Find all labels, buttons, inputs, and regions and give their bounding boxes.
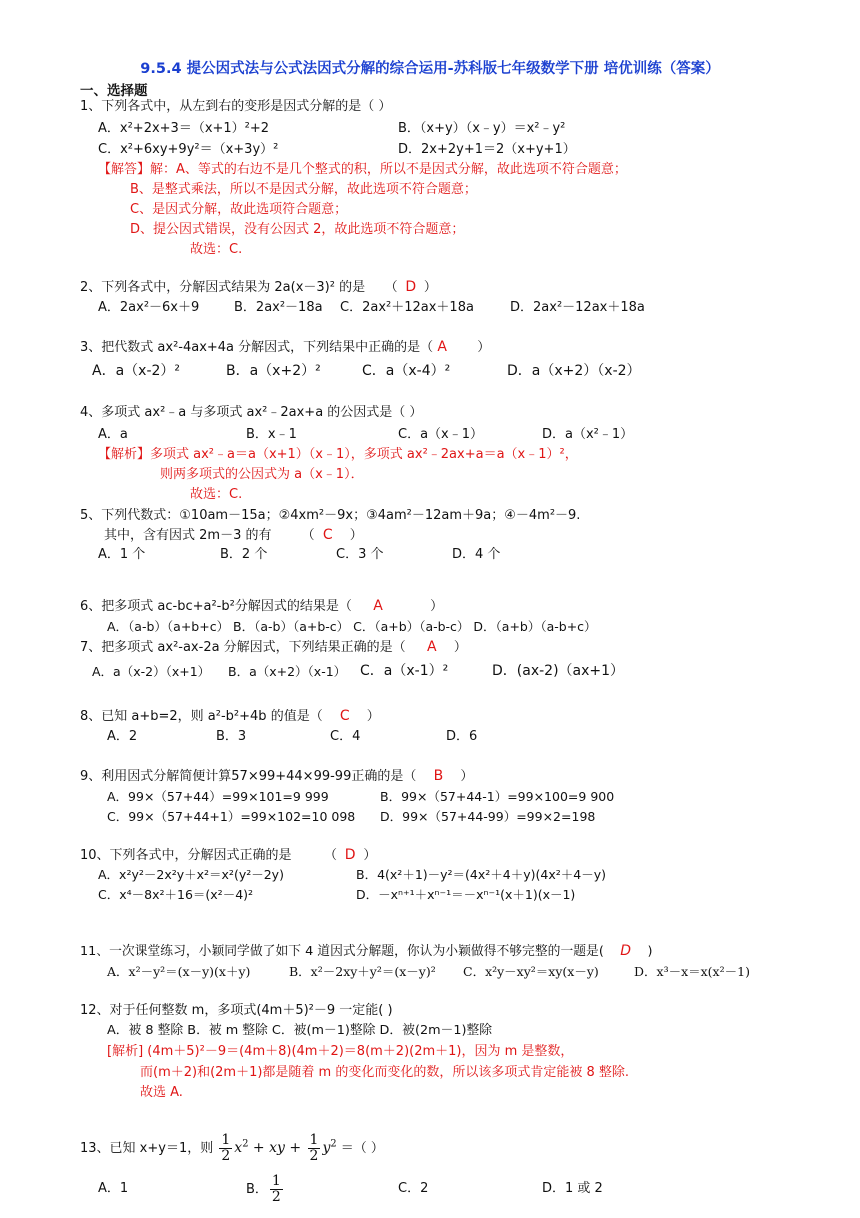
q3-option-c: C．a（x-4）² xyxy=(362,363,451,379)
q5-option-b: B．2 个 xyxy=(220,547,268,562)
q4-solution-line-2: 则两多项式的公因式为 a（x﹣1）． xyxy=(160,467,364,482)
q1-option-c: C．x²+6xy+9y²＝（x+3y）² xyxy=(98,142,279,157)
q4-solution-line-3: 故选：C. xyxy=(190,487,243,502)
q5-stem-text: 其中，含有因式 2m－3 的有 xyxy=(104,528,272,543)
q9-option-a: A．99×（57+44）=99×101=9 999 xyxy=(107,789,329,804)
q10-stem-text: 10、下列各式中，分解因式正确的是 xyxy=(80,848,292,863)
q1-solution-line-5: 故选：C. xyxy=(190,242,243,257)
q4-option-a: A．a xyxy=(98,427,128,442)
q9-stem-close: ） xyxy=(460,769,474,784)
q1-solution-tag: 【解答】 xyxy=(98,162,151,177)
q2-option-c: C．2ax²＋12ax＋18a xyxy=(340,300,474,315)
q10-option-a: A．x²y²－2x²y＋x²＝x²(y²－2y) xyxy=(98,867,284,882)
q11-option-d: D．x³－x＝x(x²－1) xyxy=(634,964,750,979)
question-2-stem: 2、下列各式中，分解因式结果为 2a(x－3)² 的是 （ D ） xyxy=(80,279,437,295)
q9-option-d: D．99×（57+44-99）=99×2=198 xyxy=(380,809,596,824)
q13-frac2-den: 2 xyxy=(309,1148,319,1164)
q13-fraction-2 xyxy=(308,1133,321,1164)
q7-option-d: D．(ax-2)（ax+1） xyxy=(492,663,625,679)
q7-option-a: A．a（x-2）（x+1） xyxy=(92,664,211,679)
q4-solution-tag: 【解析】 xyxy=(98,447,151,462)
q3-option-b: B．a（x+2）² xyxy=(226,363,321,379)
q1-solution-line-2: B、是整式乘法，所以不是因式分解，故此选项不符合题意； xyxy=(130,182,477,197)
q3-option-a: A．a（x-2）² xyxy=(92,363,181,379)
q10-option-c: C．x⁴－8x²＋16＝(x²－4)² xyxy=(98,887,254,902)
q2-option-d: D．2ax²－12ax＋18a xyxy=(510,300,645,315)
q12-solution-line-2: 而(m＋2)和(2m＋1)都是随着 m 的变化而变化的数，所以该多项式肯定能被 8 整除. xyxy=(140,1065,630,1080)
question-4-stem: 4、多项式 ax²﹣a 与多项式 ax²﹣2ax+a 的公因式是（ ） xyxy=(80,405,423,420)
q6-stem-close: ） xyxy=(430,599,444,614)
q13-option-a: A．1 xyxy=(98,1181,129,1196)
page-title: 9.5.4 提公因式法与公式法因式分解的综合运用-苏科版七年级数学下册 培优训练（答案） xyxy=(140,61,720,77)
q1-solution-text-1: 解：A、等式的右边不是几个整式的积，所以不是因式分解，故此选项不符合题意； xyxy=(150,162,627,177)
question-6-stem xyxy=(80,597,443,616)
q12-solution-line-3: 故选 A. xyxy=(140,1085,183,1100)
q3-stem-close: ） xyxy=(477,340,491,355)
q13-fraction-1 xyxy=(219,1133,232,1164)
q8-option-d: D．6 xyxy=(446,729,478,744)
q10-answer: D xyxy=(344,847,356,863)
q13-optb-den: 2 xyxy=(271,1189,281,1205)
q7-option-b: B．a（x+2）（x-1） xyxy=(228,664,347,679)
q9-option-b: B．99×（57+44-1）=99×100=9 900 xyxy=(380,789,615,804)
question-8-stem xyxy=(80,707,380,726)
q5-option-a: A．1 个 xyxy=(98,547,146,562)
question-11-stem xyxy=(80,942,652,961)
q2-option-a: A．2ax²－6x＋9 xyxy=(98,300,200,315)
q2-option-b: B．2ax²－18a xyxy=(234,300,323,315)
q4-option-d: D．a（x²﹣1） xyxy=(542,427,634,442)
q4-solution-text-1: 多项式 ax²﹣a＝a（x+1）（x﹣1），多项式 ax²﹣2ax+a＝a（x﹣1）²， xyxy=(150,447,578,462)
q8-option-b: B．3 xyxy=(216,729,247,744)
q1-option-b: B．（x+y）（x﹣y）＝x²﹣y² xyxy=(398,121,566,136)
q1-option-d: D．2x+2y+1＝2（x+y+1） xyxy=(398,142,576,157)
question-5-stem-line-2: 其中，含有因式 2m－3 的有 （ C ） xyxy=(104,527,363,543)
q13-option-b-fraction xyxy=(270,1174,283,1205)
q6-options: A．（a-b）（a+b+c） B．（a-b）（a+b-c） C．（a+b）（a-b-c） D．（a+b）（a-b+c） xyxy=(107,619,597,634)
q11-stem-text: 11、一次课堂练习，小颖同学做了如下 4 道因式分解题，你认为小颖做得不够完整的一题是( xyxy=(80,944,604,959)
question-12-stem: 12、对于任何整数 m，多项式(4m＋5)²－9 一定能( ) xyxy=(80,1003,393,1018)
q10-option-b: B．4(x²＋1)－y²＝(4x²＋4＋y)(4x²＋4－y) xyxy=(356,867,606,882)
question-9-stem xyxy=(80,767,473,786)
q4-option-b: B．x﹣1 xyxy=(246,427,297,442)
q7-answer: A xyxy=(427,639,437,655)
q11-option-b: B．x²－2xy＋y²＝(x－y)² xyxy=(289,964,436,979)
q8-option-c: C．4 xyxy=(330,729,361,744)
q3-stem-text: 3、把代数式 ax²-4ax+4a 分解因式，下列结果中正确的是（ xyxy=(80,340,434,355)
q3-answer: A xyxy=(437,339,447,355)
question-7-stem xyxy=(80,638,467,657)
question-3-stem xyxy=(80,338,490,357)
q9-stem-text: 9、利用因式分解简便计算57×99+44×99-99正确的是（ xyxy=(80,769,417,784)
q1-solution-line-4: D、提公因式错误，没有公因式 2，故此选项不符合题意； xyxy=(130,222,465,237)
q12-solution-line-1: [解析] (4m＋5)²－9＝(4m＋8)(4m＋2)＝8(m＋2)(2m＋1)，因为 m 是整数， xyxy=(107,1044,574,1059)
q13-frac2-num: 1 xyxy=(309,1132,319,1148)
q11-stem-close: ) xyxy=(647,944,653,959)
q13-option-c: C．2 xyxy=(398,1181,429,1196)
question-1-stem: 1、下列各式中，从左到右的变形是因式分解的是（ ） xyxy=(80,99,392,114)
q13-frac1-den: 2 xyxy=(221,1148,231,1164)
q12-options: A．被 8 整除 B．被 m 整除 C．被(m－1)整除 D．被(2m－1)整除 xyxy=(107,1023,493,1038)
q5-answer: C xyxy=(322,527,333,543)
q13-frac1-num: 1 xyxy=(221,1132,231,1148)
section-heading: 一、选择题 xyxy=(80,83,148,99)
q7-option-c: C．a（x-1）² xyxy=(360,663,449,679)
q4-solution-line-1 xyxy=(98,446,578,464)
q2-stem-text: 2、下列各式中，分解因式结果为 2a(x－3)² 的是 xyxy=(80,280,366,295)
question-5-stem-line-1: 5、下列代数式：①10am－15a；②4xm²－9x；③4am²－12am＋9a；④－4m²－9. xyxy=(80,508,581,523)
q8-stem-close: ） xyxy=(366,709,380,724)
question-10-stem: 10、下列各式中，分解因式正确的是 （ D ） xyxy=(80,847,377,863)
q8-option-a: A．2 xyxy=(107,729,138,744)
q13-stem-close: ＝（ ） xyxy=(340,1141,384,1156)
q7-stem-close: ） xyxy=(453,640,467,655)
q6-answer: A xyxy=(373,598,383,614)
q5-option-d: D．4 个 xyxy=(452,547,501,562)
q1-solution-line-1 xyxy=(98,161,627,179)
q5-option-c: C．3 个 xyxy=(336,547,384,562)
q3-option-d: D．a（x+2）（x-2） xyxy=(507,363,641,379)
q1-solution-line-3: C、是因式分解，故此选项符合题意； xyxy=(130,202,348,217)
q13-optb-num: 1 xyxy=(271,1173,281,1189)
q8-stem-text: 8、已知 a+b=2，则 a²-b²+4b 的值是（ xyxy=(80,709,323,724)
q6-stem-text: 6、把多项式 ac-bc+a²-b²分解因式的结果是（ xyxy=(80,599,352,614)
q9-answer: B xyxy=(433,768,444,784)
q11-option-c: C．x²y－xy²＝xy(x－y) xyxy=(463,964,599,979)
q1-option-a: A．x²+2x+3＝（x+1）²+2 xyxy=(98,121,270,136)
q9-option-c: C．99×（57+44+1）=99×102=10 098 xyxy=(107,809,356,824)
question-13-stem: 13、已知 x+y＝1，则 $\frac{1}{2}$ $x^2$ + xy + $\frac{1}{2}$ $y^2$ ＝（ ） xyxy=(80,1132,384,1164)
q13-option-d: D．1 或 2 xyxy=(542,1181,603,1196)
q13-stem-text: 13、已知 x+y＝1，则 xyxy=(80,1141,214,1156)
q13-option-b-label: B． xyxy=(246,1182,268,1197)
q8-answer: C xyxy=(339,708,350,724)
q2-answer: D xyxy=(405,279,417,295)
q4-option-c: C．a（x﹣1） xyxy=(398,427,484,442)
q10-option-d: D．－xⁿ⁺¹＋xⁿ⁻¹＝－xⁿ⁻¹(x＋1)(x－1) xyxy=(356,887,576,902)
q11-option-a: A．x²－y²＝(x－y)(x＋y) xyxy=(107,964,251,979)
q11-answer: D xyxy=(620,943,632,959)
q7-stem-text: 7、把多项式 ax²-ax-2a 分解因式，下列结果正确的是（ xyxy=(80,640,406,655)
q13-option-b xyxy=(246,1170,285,1210)
